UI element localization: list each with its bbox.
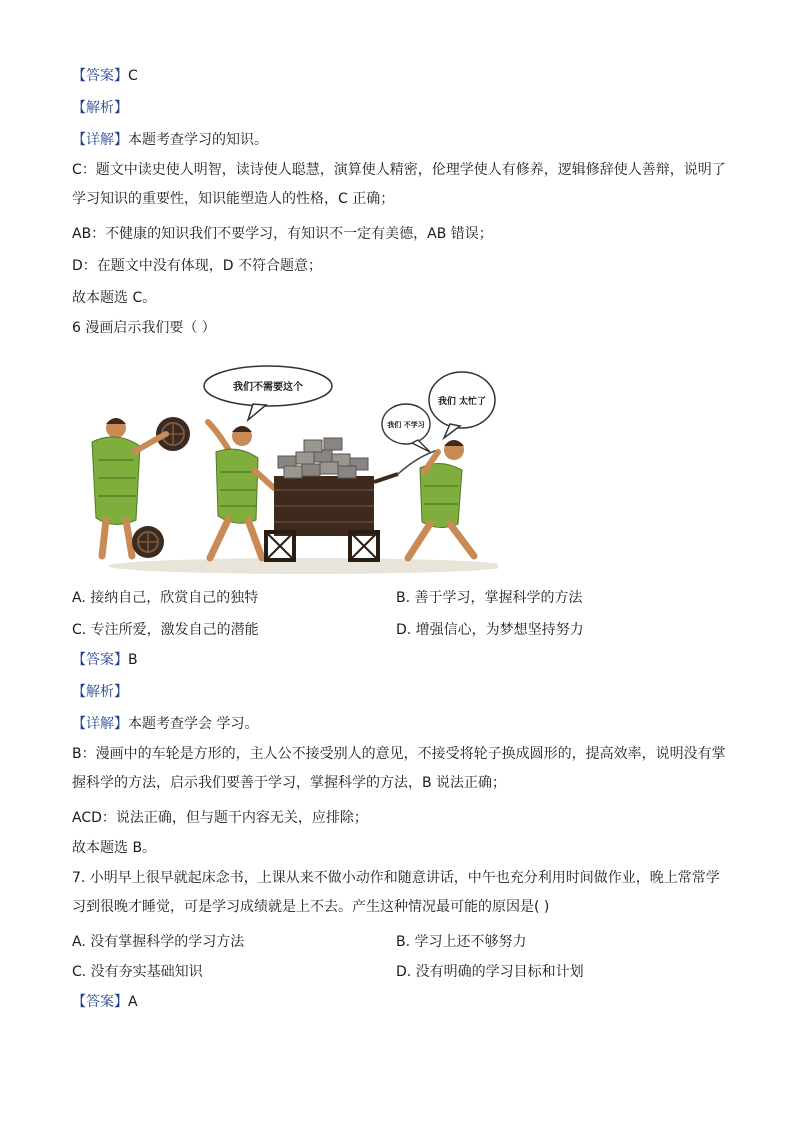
q6-answer-value: B [128, 652, 138, 668]
q6-cartoon-image [78, 360, 498, 578]
bubble-3-text: 我们 太忙了 [437, 397, 487, 407]
q6-analysis-tag: 【解析】 [72, 684, 128, 700]
q6-detail-tag: 【详解】 [72, 716, 128, 732]
q6-detail-text: 本题考查学会 学习。 [128, 716, 259, 732]
speech-bubble-2 [382, 404, 430, 452]
q6-answer-line [72, 650, 138, 670]
q5-para-c: C：题文中读史使人明智，读诗使人聪慧，演算使人精密，伦理学使人有修养，逻辑修辞使人善辩，说明了学习知识的重要性，知识能塑造人的性格，C 正确； [72, 162, 726, 207]
q6-option-c: C. 专注所爱，激发自己的潜能 [72, 622, 259, 638]
q5-analysis-tag: 【解析】 [72, 100, 128, 116]
q6-answer-tag: 【答案】 [72, 652, 128, 668]
q6-para-acd: ACD：说法正确，但与题干内容无关，应排除； [72, 810, 368, 826]
q6-option-b: B. 善于学习，掌握科学的方法 [396, 590, 583, 606]
q5-para-d: D：在题文中没有体现，D 不符合题意； [72, 258, 323, 274]
q6-option-a: A. 接纳自己，欣赏自己的独特 [72, 590, 259, 606]
q7-stem: 7. 小明早上很早就起床念书，上课从来不做小动作和随意讲话，中午也充分利用时间做作业，晚上常常学习到很晚才睡觉，可是学习成绩就是上不去。产生这种情况最可能的原因是( ) [72, 870, 720, 915]
q7-answer-value: A [128, 994, 138, 1010]
speech-bubble-1 [204, 366, 332, 420]
q5-answer-tag: 【答案】 [72, 68, 128, 84]
q7-option-b: B. 学习上还不够努力 [396, 934, 527, 950]
q7-answer-line [72, 992, 138, 1012]
q5-detail-text: 本题考查学习的知识。 [128, 132, 268, 148]
q5-detail-tag: 【详解】 [72, 132, 128, 148]
q7-option-a: A. 没有掌握科学的学习方法 [72, 934, 245, 950]
q7-option-c: C. 没有夯实基础知识 [72, 964, 203, 980]
q6-stem: 6 漫画启示我们要（ ） [72, 320, 216, 336]
q5-detail-line [72, 130, 268, 150]
q5-answer-line [72, 66, 138, 86]
q7-option-d: D. 没有明确的学习目标和计划 [396, 964, 584, 980]
q5-conclusion: 故本题选 C。 [72, 290, 157, 306]
bubble-1-text: 我们不需要这个 [233, 382, 303, 393]
caveman-left [92, 417, 190, 558]
cart-with-bricks [266, 438, 398, 560]
q6-detail-line [72, 714, 258, 734]
caveman-right [408, 440, 474, 558]
q7-answer-tag: 【答案】 [72, 994, 128, 1010]
bubble-2-text: 我们 不学习 [387, 421, 425, 429]
q6-para-b: B：漫画中的车轮是方形的，主人公不接受别人的意见，不接受将轮子换成圆形的，提高效率，说明没有掌握科学的方法，启示我们要善于学习，掌握科学的方法，B 说法正确； [72, 746, 726, 791]
speech-bubble-3 [429, 372, 495, 438]
q5-para-ab: AB：不健康的知识我们不要学习，有知识不一定有美德，AB 错误； [72, 226, 493, 242]
q5-answer-value: C [128, 68, 138, 84]
q6-option-d: D. 增强信心，为梦想坚持努力 [396, 622, 584, 638]
q6-conclusion: 故本题选 B。 [72, 840, 157, 856]
